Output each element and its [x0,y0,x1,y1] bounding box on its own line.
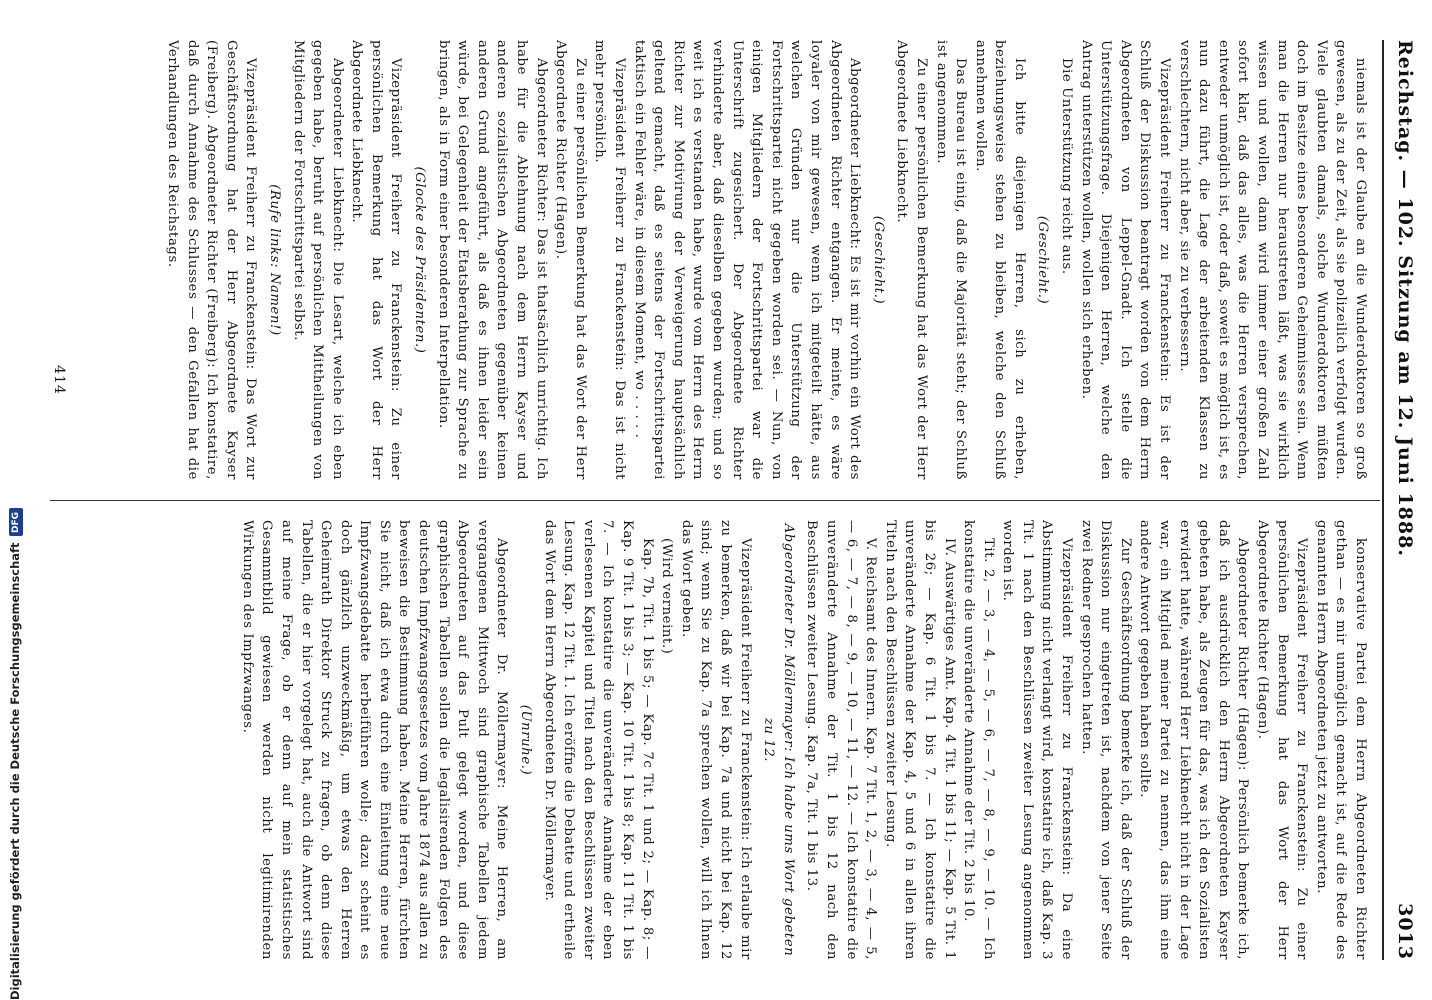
paragraph: Vizepräsident Freiherr zu Franckenstein: Das ist nicht mehr persönlich. [592,40,628,480]
paragraph: Ich bitte diejenigen Herren, sich zu erheben, beziehungsweise stehen zu bleiben, welche den Schluß annehmen wollen. [972,40,1027,480]
remark: (Geschieht.) [1035,215,1051,305]
paragraph: Abgeordneter Liebknecht: Es ist mir vorhin ein Wort des Abgeordneten Richter entgangen. Er meinte, es wäre loyaler von mir gewesen, wenn ich mitgeteilt hätte, aus welchen Gründen nur die Unterstützung der Fortschrittspartei nicht gegeben worden sei. — Nun, von einigen Mitgliedern der Fortschrittspartei war die Unterschrift zugesichert. Der Abgeordnete Richter verhinderte aber, daß dieselben gegeben wurden; und so weit ich es verstanden habe, wurde vom Herrn des Herrn Richter zur Motivirung der Verweigerung hauptsächlich geltend gemacht, daß es seitens der Fortschrittspartei taktisch ein Fehler wäre, in diesem Moment, wo . . . . . [631,40,863,480]
header-page-number: 3013 [1394,903,1416,960]
remark: (Rufe links: Namen!) [266,184,282,336]
paragraph: Vizepräsident Freiherr zu Franckenstein: Das Wort zur Geschäftsordnung hat der Herr Abgeordnete Kayser (Freiberg). Abgeordneter Richter (Freiberg): Ich konstatire, daß durch Annahme des Schlusses — den Gefallen hat die Verhandlungen des Reichstags. [164,40,259,480]
paragraph: konservative Partei dem Herrn Abgeordneten Richter gethan — es mir unmöglich gemacht ist, auf die Rede des genannten Herrn Abgeordneten jetzt zu antworten. [1313,520,1368,960]
paragraph: V. Reichsamt des Innern. Kap. 7 Tit. 1, 2, — 3, — 4, — 5, — 6, — 7, — 8, — 9, — 10, — 11, — 12. — Ich konstatire die unveränderte Annahme der Tit. 1 bis 12 nach den Beschlüssen zweiter Lesung. Kap. 7a, Tit. 1 bis 13. [804,520,879,960]
paragraph: Vizepräsident Freiherr zu Franckenstein: Zu einer persönlichen Bemerkung hat das Wort der Herr Abgeordnete Liebknecht. [349,40,404,480]
paragraph: niemals ist der Glaube an die Wunderdoktoren so groß gewesen, als zu der Zeit, als sie polizeilich verfolgt wurden. Viele glaubten damals, solche Wunderdoktoren müßten doch im Besitze eines besonderen Geheimnisses sein. Wenn man die Herren nur heraustreten läßt, was sie wirklich wissen und wollen, dann wird immer einer großen Zahl sofort klar, daß das alles, was die Herren versprechen, entweder unmöglich ist, oder daß, soweit es möglich ist, es nun dazu führt, die Lage der arbeitenden Klassen zu verschlechtern, nicht aber, sie zu verbessern. [1176,40,1368,480]
paragraph: Abgeordneter Dr. Möllermayer: Meine Herren, am vergangenen Mittwoch sind graphische Tabellen jedem Abgeordneten auf das Pult gelegt worden, und diese graphischen Tabellen sollen die legalisirenden Folgen des deutschen Impfzwangsgesetzes vom Jahre 1874 aus allen zu beweisen die Bestimmung haben. Meine Herren, fürchten Sie nicht, daß ich etwa durch eine Einleitung eine neue Impfzwangsdebatte herbeiführen wolle; dazu scheint es doch gänzlich unzweckmäßig, um etwas den Herren Geheimrath Direktor Struck zu fragen, ob denn diese Tabellen, die er hier vorgelegt hat, auch die Antwort sind auf meine Frage, ob er denn auf mein statistisches Gesammtbild gewiesen werden nicht legitimirenden Wirkungen des Impfzwanges. [239,520,510,960]
rotated-page-content [30,0,1432,1000]
left-column [80,40,1370,480]
column-divider [50,500,1380,501]
paragraph: Zu einer persönlichen Bemerkung hat das Wort der Herr Abgeordnete Richter (Hagen). [553,40,588,480]
paragraph: Die Unterstützung reicht aus. [1059,58,1075,275]
paragraph: IV. Auswärtiges Amt. Kap. 4 Tit. 1 bis 11; — Kap. 5 Tit. 1 bis 26; — Kap. 6 Tit. 1 bis 7. — Ich konstatire die unveränderte Annahme der Kap. 4, 5 und 6 in allen ihren Titeln nach den Beschlüssen zweiter Lesung. [882,520,957,960]
paragraph: Abgeordneter Richter (Hagen): Persönlich bemerke ich, daß ich ausdrücklich den Herrn Abgeordneten Kayser gebeten habe, als Zeugen für das, was ich den Sozialisten erwidert hatte, während Herr Liebknecht nicht in der Lage war, ein Mitglied meiner Partei zu nennen, das ihm eine andere Antwort gegeben haben sollte. [1137,520,1251,960]
header-left: Reichstag. — 102. Sitzung am 12. Juni 1888. [1394,40,1416,557]
paragraph: Abgeordneter Liebknecht: Die Lesart, welche ich eben gegeben habe, beruht auf persönlichen Mittheilungen von Mitgliedern der Fortschrittspartei selbst. [290,40,345,480]
paragraph: Kap. 7b, Tit. 1 bis 5; — Kap. 7c Tit. 1 und 2; — Kap. 8; — Kap. 9 Tit. 1 bis 3; — Kap. 10 Tit. 1 bis 8; Kap. 11 Tit. 1 bis 7. — Ich konstatire die unveränderte Annahme der eben verlesenen Kapitel und Titel nach den Beschlüssen zweiter Lesung. Kap. 12 Tit. 1. Ich eröffne die Debatte und ertheile das Wort dem Herrn Abgeordneten Dr. Möllermayer. [541,520,655,960]
paragraph: (Wird verneint.) [659,538,675,655]
running-header [1386,40,1420,960]
remark: (Unruhe.) [518,704,534,776]
paragraph: Das Bureau ist einig, daß die Majorität steht; der Schluß ist angenommen. [933,40,969,480]
paragraph: Tit. 2, — 3, — 4, — 5, — 6, — 7, — 8, — 9, — 10. — Ich konstatire die unveränderte Annahme der Tit. 2 bis 10. [961,520,996,960]
remark: Abgeordneter Dr. Möllermayer: Ich habe ums Wort gebeten zu 12. [761,523,796,957]
header-rule [1382,40,1384,960]
right-column [80,520,1370,960]
paragraph: Vizepräsident Freiherr zu Franckenstein: Zu einer persönlichen Bemerkung hat das Wort der Herr Abgeordnete Richter (Hagen). [1255,520,1310,960]
paragraph: Abgeordneter Richter: Das ist thatsächlich unrichtig. Ich habe für die Ablehnung nach dem Herrn Kayser und anderen sozialistischen Abgeordneten gegenüber keinen anderen Grund angeführt, als daß es ihnen leider sein würde, bei Gelegenheit der Etatsberathung zur Sprache zu bringen, als in Form einer besonderen Interpellation. [435,40,549,480]
digitization-credit [8,0,26,1000]
dfg-logo: DFG [9,508,23,536]
paragraph: Zu einer persönlichen Bemerkung hat das Wort der Herr Abgeordnete Liebknecht. [894,40,929,480]
footer-page-number: 414 [51,365,67,395]
paragraph: Zur Geschäftsordnung bemerke ich, daß der Schluß der Diskussion nur eingetreten ist, nachdem von jener Seite zwei Redner gesprochen hatten. [1078,520,1133,960]
paragraph: Vizepräsident Freiherr zu Franckenstein: Ich erlaube mir zu bemerken, daß wir bei Kap. 7a und nicht bei Kap. 12 sind; wenn Sie zu Kap. 7a sprechen wollen, will ich Ihnen das Wort geben. [678,520,753,960]
remark: (Geschieht.) [870,215,886,305]
remark: (Glocke des Präsidenten.) [412,166,428,354]
paragraph: Vizepräsident Freiherr zu Franckenstein: Da eine Abstimmung nicht verlangt wird, konstatire ich, daß Kap. 3 Tit. 1 nach den Beschlüssen zweiter Lesung angenommen worden ist. [1000,520,1075,960]
paragraph: Vizepräsident Freiherr zu Franckenstein: Es ist der Schluß der Diskussion beantragt worden von dem Herrn Abgeordneten von Leppel-Gnadt. Ich stelle die Unterstützungsfrage. Diejenigen Herren, welche den Antrag unterstützen wollen, wollen sich erheben. [1078,40,1173,480]
credit-text: Digitalisierung gefördert durch die Deutsche Forschungsgemeinschaft [8,542,22,1000]
